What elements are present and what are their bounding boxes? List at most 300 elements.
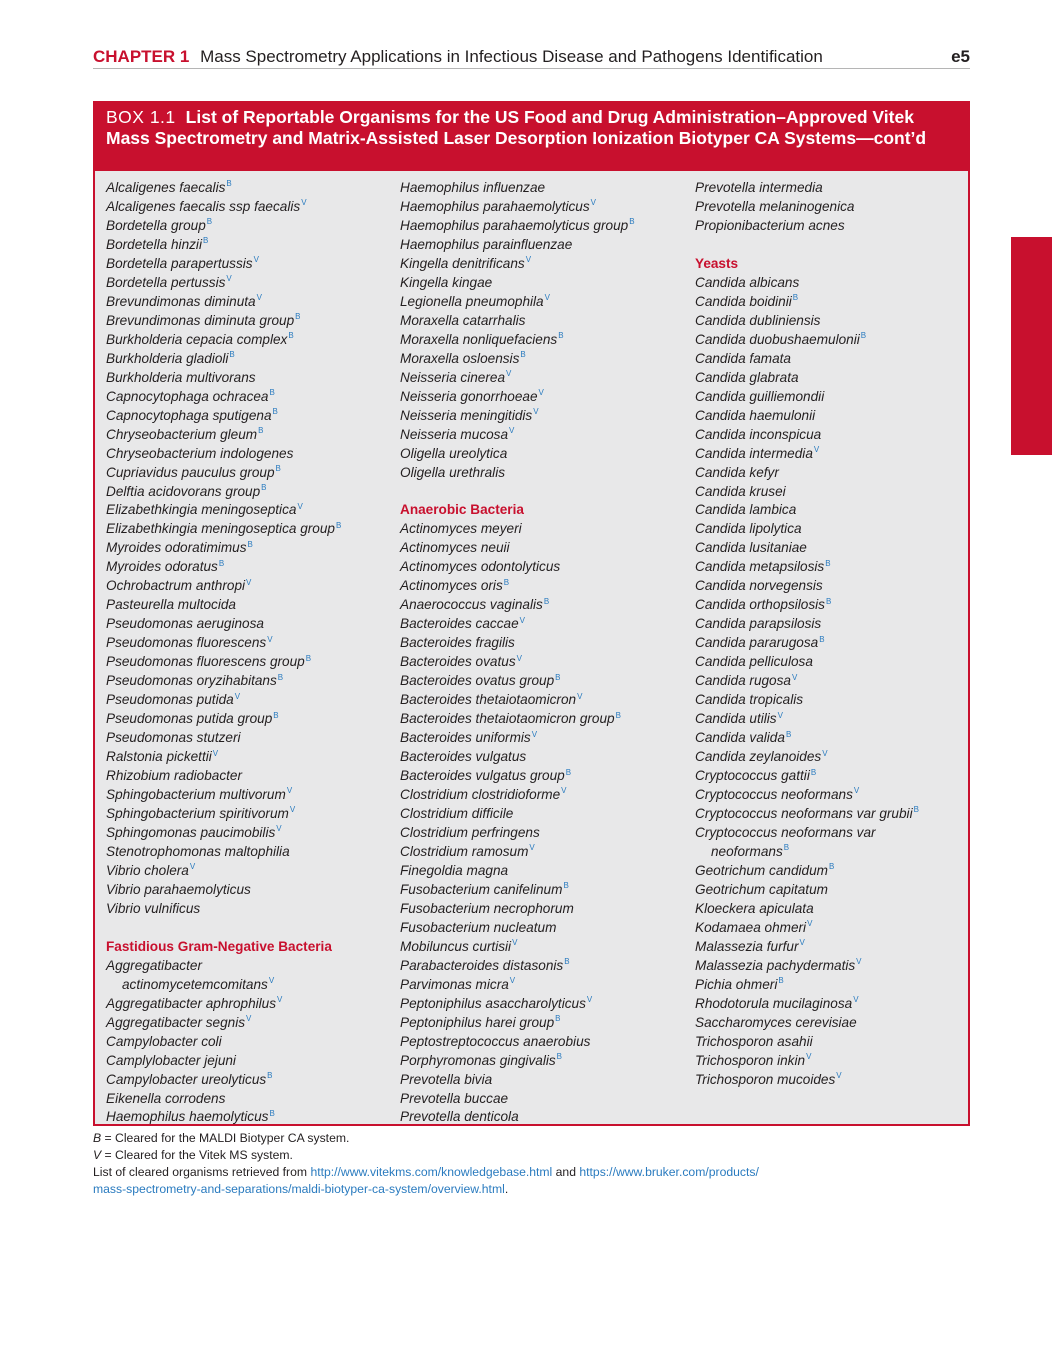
organism-column-3 [695,179,965,1090]
organism-item [695,369,965,388]
organism-name: Actinomyces neuii [400,540,510,556]
organism-item [400,369,690,388]
organism-name: Actinomyces meyeri [400,521,522,537]
organism-name: Brevundimonas diminuta [106,293,256,309]
organism-item [106,255,396,274]
organism-item [106,1108,396,1127]
organism-name: Vibrio vulnificus [106,900,201,916]
organism-item [106,672,396,691]
clearance-mark: B [229,350,235,360]
section-spacer [106,919,396,938]
organism-item [106,767,396,786]
organism-item [106,824,396,843]
clearance-mark: B [615,710,621,720]
clearance-mark: B [563,881,569,891]
organism-name: Chryseobacterium gleum [106,426,258,442]
organism-name: Vibrio cholera [106,862,189,878]
clearance-mark: B [305,653,312,663]
organism-name: Propionibacterium acnes [695,217,845,233]
organism-item [400,691,690,710]
organism-name: Candida norvegensis [695,578,823,594]
organism-item [695,520,965,539]
organism-item [695,824,965,843]
clearance-mark: B [275,464,281,473]
organism-item [695,767,965,786]
footnote-and: and [552,1165,580,1179]
organism-name: Brevundimonas diminuta group [106,312,295,328]
clearance-mark: B [273,710,279,720]
organism-name: Fusobacterium necrophorum [400,900,574,916]
organism-item [400,653,690,672]
organism-name: Clostridium ramosum [400,843,529,859]
organism-name: Prevotella buccae [400,1090,509,1106]
organism-item [695,786,965,805]
organism-item [400,1052,690,1071]
organism-item [400,236,690,255]
organism-item [400,179,690,198]
clearance-mark: V [256,293,262,303]
footnote-source [93,1164,973,1198]
clearance-mark: B [206,217,213,227]
organism-name: Clostridium perfringens [400,824,540,840]
organism-name: Cryptococcus neoformans var grubii [695,805,913,821]
organism-name: Prevotella intermedia [695,180,823,195]
organism-name: Bacteroides thetaiotaomicron [400,692,577,708]
organism-name: Stenotrophomonas maltophilia [106,843,290,859]
organism-item [106,426,396,445]
clearance-mark: B [218,558,225,568]
organism-name: Geotrichum capitatum [695,881,828,897]
organism-item [695,596,965,615]
organism-name: Candida parapsilosis [695,616,822,632]
organism-item [106,976,396,995]
clearance-mark: V [506,369,512,379]
organism-name: Candida kefyr [695,464,779,480]
organism-item [695,274,965,293]
organism-item [400,539,690,558]
organism-name: Campylobacter ureolyticus [106,1071,267,1087]
organism-item [106,198,396,217]
organism-name: Cryptococcus gattii [695,768,810,784]
clearance-mark: V [212,748,219,758]
clearance-mark: V [799,938,805,948]
footnote-b-key: B [93,1131,102,1145]
clearance-mark: V [586,995,593,1005]
organism-name: Alcaligenes faecalis [106,180,226,195]
organism-item [400,976,690,995]
clearance-mark: V [561,786,567,796]
organism-name: Eikenella corrodens [106,1090,226,1106]
organism-name: Candida pelliculosa [695,654,813,670]
clearance-mark: B [564,957,570,967]
clearance-mark: B [565,767,572,777]
organism-name: Candida guilliemondii [695,388,825,404]
organism-name: Elizabethkingia meningoseptica [106,502,297,518]
organism-name: Candida orthopsilosis [695,597,825,613]
organism-item [695,938,965,957]
organism-item [400,919,690,938]
clearance-mark: V [189,862,196,872]
clearance-mark: B [783,843,790,853]
section-heading: Anaerobic Bacteria [400,502,524,518]
organism-item [106,615,396,634]
organism-name: Candida inconspicua [695,426,822,442]
organism-name: Finegoldia magna [400,862,509,878]
clearance-mark: V [268,976,275,986]
clearance-mark: V [301,198,307,208]
clearance-mark: B [269,388,275,398]
organism-name: Bordetella group [106,217,206,233]
organism-item [695,900,965,919]
organism-name: Kingella denitrificans [400,255,525,271]
organism-name: Candida glabrata [695,369,799,385]
organism-name: Cryptococcus neoformans var [695,824,876,840]
organism-name: Trichosporon mucoides [695,1071,836,1087]
organism-item [695,483,965,502]
organism-item [695,464,965,483]
organism-name: Pseudomonas stutzeri [106,730,241,746]
organism-name: Moraxella osloensis [400,350,520,366]
clearance-mark: B [261,482,267,492]
organism-item [695,539,965,558]
organism-name: Candida lambica [695,502,797,518]
organism-name: Bordetella hinzii [106,236,202,252]
organism-item [106,805,396,824]
organism-item [400,710,690,729]
clearance-mark: B [258,426,264,436]
organism-item [695,805,965,824]
organism-name: Cryptococcus neoformans [695,787,853,802]
organism-name: Capnocytophaga sputigena [106,407,272,423]
clearance-mark: V [289,805,296,815]
organism-item [400,1071,690,1090]
clearance-mark: B [543,596,550,606]
organism-name: Bacteroides vulgatus [400,749,527,765]
organism-item [106,293,396,312]
organism-name: Rhodotorula mucilaginosa [695,995,853,1011]
organism-name: Legionella pneumophila [400,293,544,309]
clearance-mark: B [558,331,564,341]
organism-item [695,729,965,748]
clearance-mark: V [791,672,798,682]
organism-item [695,995,965,1014]
organism-name: Neisseria cinerea [400,369,506,385]
organism-item [400,198,690,217]
organism-item [400,274,690,293]
clearance-mark: V [856,957,862,967]
organism-name: Haemophilus influenzae [400,180,546,195]
organism-name: Kingella kingae [400,274,493,290]
clearance-mark: V [512,938,518,948]
organism-item [695,217,965,236]
clearance-mark: V [529,843,535,853]
organism-name: Porphyromonas gingivalis [400,1052,556,1068]
clearance-mark: V [777,710,783,720]
organism-name: Peptoniphilus asaccharolyticus [400,995,586,1011]
organism-name: Bordetella parapertussis [106,255,253,271]
organism-name: Neisseria gonorrhoeae [400,388,538,404]
organism-item [106,1090,396,1109]
organism-item [695,407,965,426]
organism-item [695,748,965,767]
box-label: BOX 1.1 [106,107,176,127]
footnote-b [93,1130,973,1147]
organism-item [106,843,396,862]
organism-item [106,312,396,331]
organism-item [695,388,965,407]
organism-item [695,1052,965,1071]
clearance-mark: B [556,1052,562,1062]
organism-item [400,312,690,331]
organism-item [400,331,690,350]
organism-name: Bacteroides ovatus group [400,673,555,689]
clearance-mark: V [822,748,828,758]
organism-item [695,672,965,691]
organism-name: Elizabethkingia meningoseptica group [106,521,335,537]
organism-name: Bacteroides ovatus [400,654,516,670]
clearance-mark: V [246,1014,252,1024]
organism-name: Campylobacter coli [106,1033,222,1049]
clearance-mark: B [629,217,635,227]
organism-item [106,862,396,881]
organism-name: Candida krusei [695,483,786,499]
clearance-mark: V [806,1052,812,1062]
organism-name: Aggregatibacter [106,957,202,973]
clearance-mark: B [825,558,831,568]
organism-name: Candida duobushaemulonii [695,331,860,347]
clearance-mark: V [590,198,596,208]
organism-item [695,1014,965,1033]
organism-name: Candida utilis [695,711,777,727]
organism-name: Candida famata [695,350,791,366]
clearance-mark: B [778,976,784,986]
organism-item [106,995,396,1014]
clearance-mark: V [234,691,241,701]
organism-name: Anaerococcus vaginalis [400,597,543,613]
organism-item [400,520,690,539]
organism-name: Candida haemulonii [695,407,816,423]
clearance-mark: B [269,1108,275,1118]
clearance-mark: V [836,1071,842,1080]
organism-item [400,255,690,274]
organism-name: Bacteroides thetaiotaomicron group [400,711,615,727]
organism-item [106,179,396,198]
organism-name: Pasteurella multocida [106,597,236,613]
section-spacer [695,236,965,255]
organism-name: Sphingobacterium spiritivorum [106,805,289,821]
organism-item [695,862,965,881]
organism-name: Bacteroides caccae [400,616,519,632]
organism-item [400,938,690,957]
organism-item [400,293,690,312]
organism-item [400,558,690,577]
organism-item [695,198,965,217]
clearance-mark: V [531,729,538,739]
clearance-mark: B [819,634,825,644]
footnote-suffix: . [504,1182,509,1196]
organism-item [695,881,965,900]
organism-name: Clostridium difficile [400,805,514,821]
organism-name: Pseudomonas fluorescens group [106,654,305,670]
organism-name: Bordetella pertussis [106,274,226,290]
organism-name: Oligella ureolytica [400,445,508,461]
organism-item [695,426,965,445]
organism-name: Candida metapsilosis [695,559,825,575]
organism-item [695,653,965,672]
organism-name: Actinomyces odontolyticus [400,559,561,575]
organism-name: actinomycetemcomitans [122,976,268,992]
organism-name: Actinomyces oris [400,578,503,594]
organism-item [400,596,690,615]
organism-name: Kodamaea ohmeri [695,919,807,935]
chapter-thumb-tab [1011,237,1052,455]
vitek-link[interactable]: http://www.vitekms.com/knowledgebase.html [310,1165,553,1179]
clearance-mark: B [202,236,209,246]
organism-name: Burkholderia cepacia complex [106,331,288,347]
organism-name: Aggregatibacter aphrophilus [106,995,277,1011]
clearance-mark: V [277,995,283,1005]
organism-name: Rhizobium radiobacter [106,768,243,784]
organism-name: Candida dubliniensis [695,312,821,328]
organism-item [695,312,965,331]
organism-item [400,1014,690,1033]
organism-name: Oligella urethralis [400,464,506,480]
clearance-mark: V [276,824,282,834]
organism-item [400,1033,690,1052]
organism-item [695,293,965,312]
footnote-b-text: = Cleared for the MALDI Biotyper CA system. [101,1131,350,1145]
organism-item [400,407,690,426]
organism-name: Fusobacterium canifelinum [400,881,563,897]
organism-item [695,710,965,729]
organism-name: Candida albicans [695,274,800,290]
clearance-mark: V [297,501,303,511]
organism-item [106,274,396,293]
footnote-v-text: = Cleared for the Vitek MS system. [101,1148,293,1162]
organism-item [695,501,965,520]
organism-item [400,862,690,881]
organism-item [695,350,965,369]
organism-name: Neisseria mucosa [400,426,509,442]
clearance-mark: B [267,1071,273,1080]
organism-item [106,786,396,805]
organism-name: Delftia acidovorans group [106,483,261,499]
organism-item [400,426,690,445]
organism-name: Bacteroides vulgatus group [400,768,565,784]
organism-name: Cupriavidus pauculus group [106,464,275,480]
organism-name: Candida zeylanoides [695,749,822,765]
organism-name: Pseudomonas putida [106,692,234,708]
organism-item [106,748,396,767]
organism-name: Fusobacterium nucleatum [400,919,557,935]
organism-name: Sphingobacterium multivorum [106,787,286,802]
clearance-mark: B [792,293,799,303]
clearance-mark: B [555,1014,561,1024]
organism-name: Peptostreptococcus anaerobius [400,1033,591,1049]
organism-item [106,577,396,596]
clearance-mark: B [295,312,301,322]
organism-name: Clostridium clostridioforme [400,787,561,802]
clearance-mark: V [267,634,273,644]
organism-item [106,520,396,539]
clearance-mark: V [533,407,539,417]
organism-name: Prevotella bivia [400,1071,493,1087]
organism-name: Capnocytophaga ochracea [106,388,269,404]
organism-name: Chryseobacterium indologenes [106,445,294,461]
organism-item [106,653,396,672]
organism-item [106,729,396,748]
organism-name: Pseudomonas oryzihabitans [106,673,277,689]
organism-item [400,748,690,767]
organism-name: Candida lipolytica [695,521,802,537]
clearance-mark: V [226,274,232,284]
organism-item [106,464,396,483]
organism-item [400,1108,690,1127]
organism-name: Haemophilus parahaemolyticus group [400,217,629,233]
organism-name: Candida rugosa [695,673,791,689]
clearance-mark: V [253,255,259,265]
organism-item [695,634,965,653]
organism-item [695,615,965,634]
organism-item [400,1090,690,1109]
clearance-mark: B [555,672,561,682]
organism-item [695,691,965,710]
organism-name: Burkholderia multivorans [106,369,256,385]
organism-item [400,767,690,786]
section-heading: Yeasts [695,255,739,271]
organism-item [106,483,396,502]
organism-item [400,900,690,919]
organism-item [106,558,396,577]
organism-name: Candida intermedia [695,445,813,461]
organism-item [400,824,690,843]
organism-name: Haemophilus parahaemolyticus [400,198,590,214]
organism-column-1 [106,179,396,1127]
page-number: e5 [951,47,970,66]
organism-item [400,786,690,805]
running-header [93,47,970,69]
organism-item [106,900,396,919]
section-spacer [400,483,690,502]
organism-item [400,577,690,596]
organism-item [400,729,690,748]
organism-name: Geotrichum candidum [695,862,828,878]
organism-item [400,957,690,976]
clearance-mark: B [520,350,526,360]
clearance-mark: B [226,179,232,189]
organism-name: Prevotella denticola [400,1109,519,1125]
organism-item [400,350,690,369]
clearance-mark: V [509,426,515,436]
organism-name: Trichosporon inkin [695,1052,806,1068]
bruker-link[interactable]: https://www.bruker.com/products/ mass-spectrometry-and-separations/maldi-biotyper-ca-system/overview.html [93,1165,759,1196]
clearance-mark: V [538,388,544,398]
organism-item [106,388,396,407]
clearance-mark: B [860,331,867,341]
organism-item [695,1071,965,1090]
clearance-mark: B [503,577,510,587]
clearance-mark: V [853,995,859,1005]
organism-item [400,445,690,464]
organism-item [106,596,396,615]
organism-name: Haemophilus parainfluenzae [400,236,573,252]
clearance-mark: B [335,520,342,530]
organism-item [106,957,396,976]
organism-name: Malassezia pachydermatis [695,957,856,973]
clearance-mark: B [785,729,792,739]
organism-item [400,464,690,483]
organism-item [400,881,690,900]
